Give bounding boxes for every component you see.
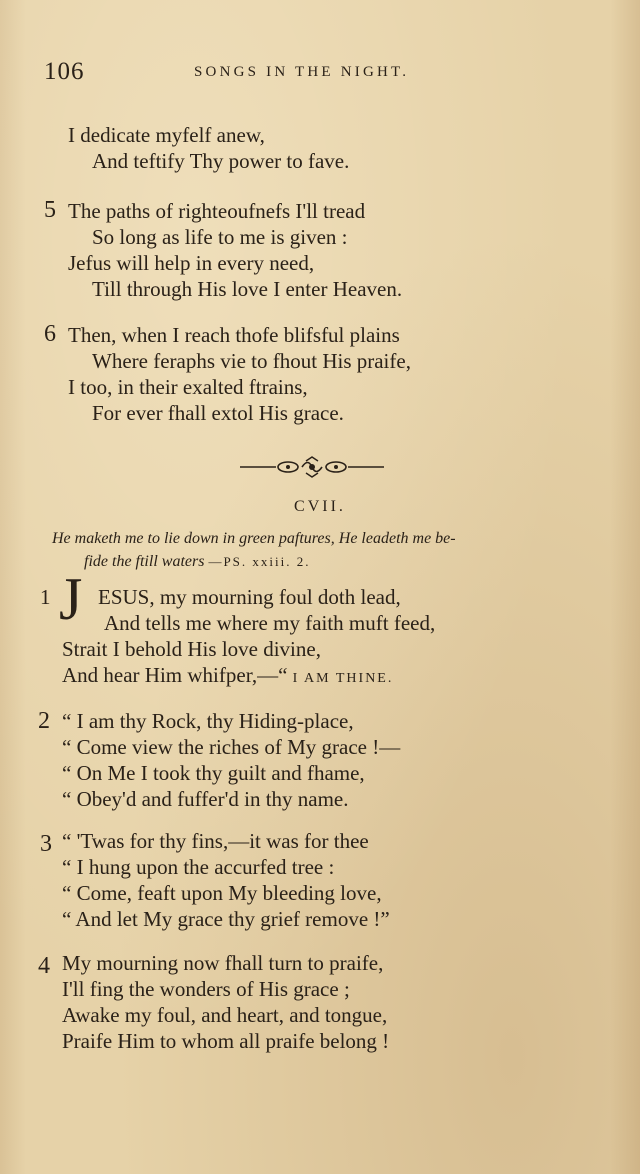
verse-line: Awake my foul, and heart, and tongue, [62, 1003, 388, 1027]
running-title: SONGS IN THE NIGHT. [194, 64, 410, 80]
epigraph-line [84, 551, 310, 573]
verse-line: “ 'Twas for thy fins,—it was for thee [62, 829, 369, 853]
verse-line: Jefus will help in every need, [68, 251, 315, 275]
stanza-number: 3 [40, 831, 52, 857]
verse-line: “ I hung upon the accurfed tree : [62, 855, 335, 879]
verse-line: “ Obey'd and fuffer'd in thy name. [62, 787, 349, 811]
verse-line: And tells me where my faith muft feed, [104, 611, 436, 635]
epigraph-line: He maketh me to lie down in green paftures, He leadeth me be- [52, 530, 456, 547]
hymn-number: CVII. [294, 498, 346, 515]
verse-line [62, 662, 393, 692]
verse-line: Praife Him to whom all praife belong ! [62, 1029, 390, 1053]
verse-line: And teftify Thy power to fave. [92, 149, 350, 173]
stanza-number: 2 [38, 708, 50, 734]
scripture-reference: —PS. xxiii. 2. [208, 554, 311, 569]
verse-line: “ Come view the riches of My grace !— [62, 735, 401, 759]
verse-line: I dedicate myfelf anew, [68, 123, 265, 147]
verse-line: “ On Me I took thy guilt and fhame, [62, 761, 365, 785]
verse-line: “ I am thy Rock, thy Hiding-place, [62, 709, 354, 733]
verse-line-text: And hear Him whifper,—“ [62, 663, 288, 687]
verse-line: My mourning now fhall turn to praife, [62, 951, 384, 975]
verse-line: So long as life to me is given : [92, 225, 348, 249]
ornament-divider-icon [236, 456, 388, 478]
drop-cap: J [59, 566, 83, 632]
small-caps-text: I AM THINE. [292, 671, 394, 686]
verse-line: ESUS, my mourning foul doth lead, [98, 585, 401, 609]
verse-line: For ever fhall extol His grace. [92, 401, 344, 425]
verse-line: I too, in their exalted ftrains, [68, 375, 308, 399]
verse-line: Where feraphs vie to fhout His praife, [92, 349, 411, 373]
stanza-number: 1 [40, 585, 51, 609]
page-number: 106 [44, 58, 85, 85]
stanza-number: 4 [38, 953, 50, 979]
verse-line: Till through His love I enter Heaven. [92, 277, 403, 301]
verse-line: “ And let My grace thy grief remove !” [62, 907, 390, 931]
verse-line: I'll fing the wonders of His grace ; [62, 977, 350, 1001]
verse-line: Then, when I reach thofe blifsful plains [68, 323, 400, 347]
stanza-number: 6 [44, 321, 56, 347]
verse-line: The paths of righteoufnefs I'll tread [68, 199, 366, 223]
epigraph-text: fide the ftill waters [84, 553, 205, 570]
running-head [44, 58, 484, 88]
verse-line: Strait I behold His love divine, [62, 637, 321, 661]
stanza-number: 5 [44, 197, 56, 223]
verse-line: “ Come, feaft upon My bleeding love, [62, 881, 382, 905]
